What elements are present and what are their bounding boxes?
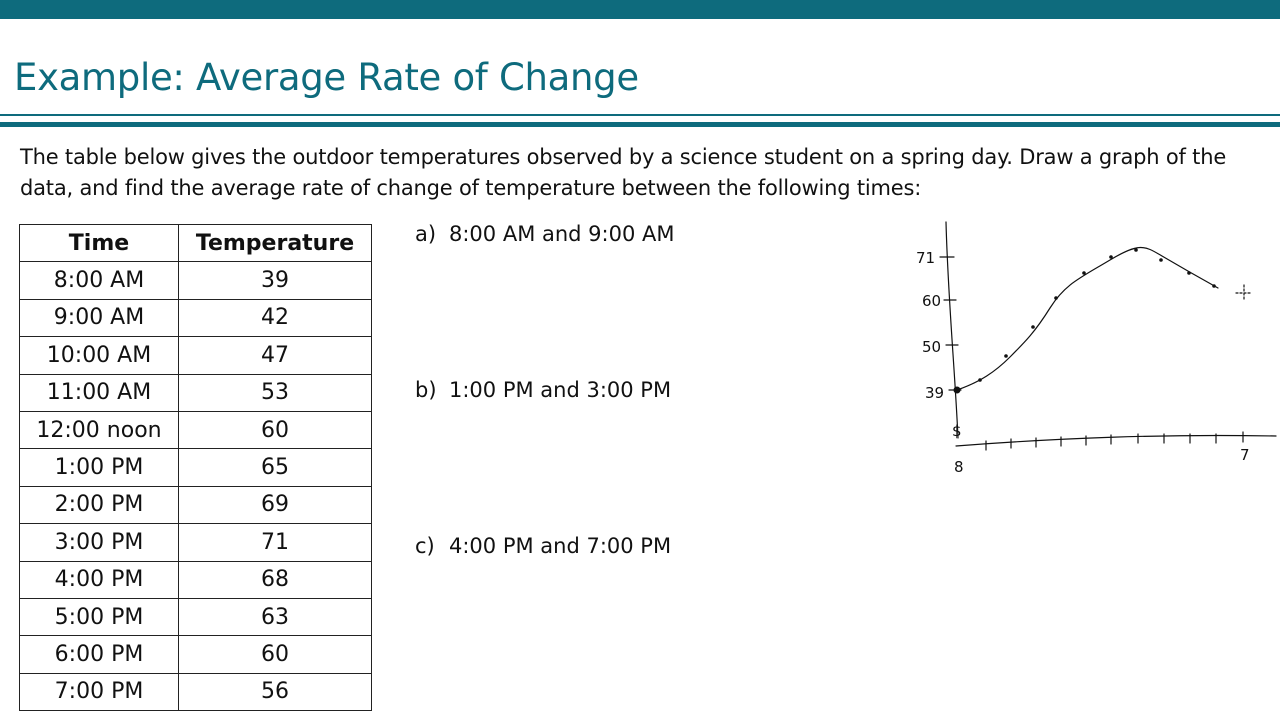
temperature-cell: 56 <box>179 673 372 710</box>
time-cell: 8:00 AM <box>20 262 179 299</box>
y-axis <box>946 222 958 438</box>
time-cell: 12:00 noon <box>20 411 179 448</box>
header-temperature: Temperature <box>179 225 372 262</box>
handwritten-graph <box>900 210 1278 480</box>
table-row <box>20 524 372 561</box>
time-cell: 3:00 PM <box>20 524 179 561</box>
y-label-71: 71 <box>916 249 936 267</box>
table-row <box>20 598 372 635</box>
question-text: 1:00 PM and 3:00 PM <box>449 378 672 402</box>
table-row <box>20 262 372 299</box>
question-a <box>415 222 675 246</box>
cursor-crosshair-icon <box>1236 285 1252 301</box>
x-axis <box>956 435 1276 446</box>
temperature-cell: 47 <box>179 337 372 374</box>
y-label-50: 50 <box>922 338 942 356</box>
question-letter: b) <box>415 378 437 402</box>
time-cell: 7:00 PM <box>20 673 179 710</box>
question-text: 4:00 PM and 7:00 PM <box>449 534 672 558</box>
table-row <box>20 486 372 523</box>
table-header-row <box>20 225 372 262</box>
temperature-curve <box>957 248 1218 391</box>
time-cell: 5:00 PM <box>20 598 179 635</box>
table-row <box>20 636 372 673</box>
time-cell: 11:00 AM <box>20 374 179 411</box>
y-label-39: 39 <box>925 384 945 402</box>
header-time: Time <box>20 225 179 262</box>
y-axis-mark: $ <box>952 422 962 440</box>
question-c <box>415 534 671 558</box>
time-cell: 9:00 AM <box>20 299 179 336</box>
table-row <box>20 449 372 486</box>
question-letter: c) <box>415 534 435 558</box>
temperature-cell: 39 <box>179 262 372 299</box>
title-rule-thin <box>0 114 1280 116</box>
problem-statement: The table below gives the outdoor temperatures observed by a science student on a spring day. Draw a graph of the data, and find the average rate of change of temperature between the following times: <box>20 145 1227 200</box>
temperature-cell: 53 <box>179 374 372 411</box>
time-cell: 10:00 AM <box>20 337 179 374</box>
temperature-cell: 65 <box>179 449 372 486</box>
y-label-60: 60 <box>922 292 942 310</box>
slide-title: Example: Average Rate of Change <box>14 56 639 99</box>
time-cell: 1:00 PM <box>20 449 179 486</box>
top-accent-bar <box>0 0 1280 19</box>
temperature-cell: 60 <box>179 636 372 673</box>
temperature-cell: 71 <box>179 524 372 561</box>
table-row <box>20 673 372 710</box>
temperature-cell: 60 <box>179 411 372 448</box>
x-label-end: 7 <box>1240 446 1250 464</box>
table-row <box>20 374 372 411</box>
time-cell: 2:00 PM <box>20 486 179 523</box>
table-row <box>20 411 372 448</box>
table-row <box>20 561 372 598</box>
temperature-cell: 42 <box>179 299 372 336</box>
time-cell: 6:00 PM <box>20 636 179 673</box>
temperature-cell: 69 <box>179 486 372 523</box>
table-row <box>20 337 372 374</box>
question-letter: a) <box>415 222 437 246</box>
question-text: 8:00 AM and 9:00 AM <box>449 222 675 246</box>
title-rule-thick <box>0 122 1280 127</box>
x-label-start: 8 <box>954 458 964 476</box>
table-row <box>20 299 372 336</box>
temperature-cell: 63 <box>179 598 372 635</box>
question-b <box>415 378 671 402</box>
temperature-cell: 68 <box>179 561 372 598</box>
time-cell: 4:00 PM <box>20 561 179 598</box>
temperature-table <box>19 224 372 711</box>
